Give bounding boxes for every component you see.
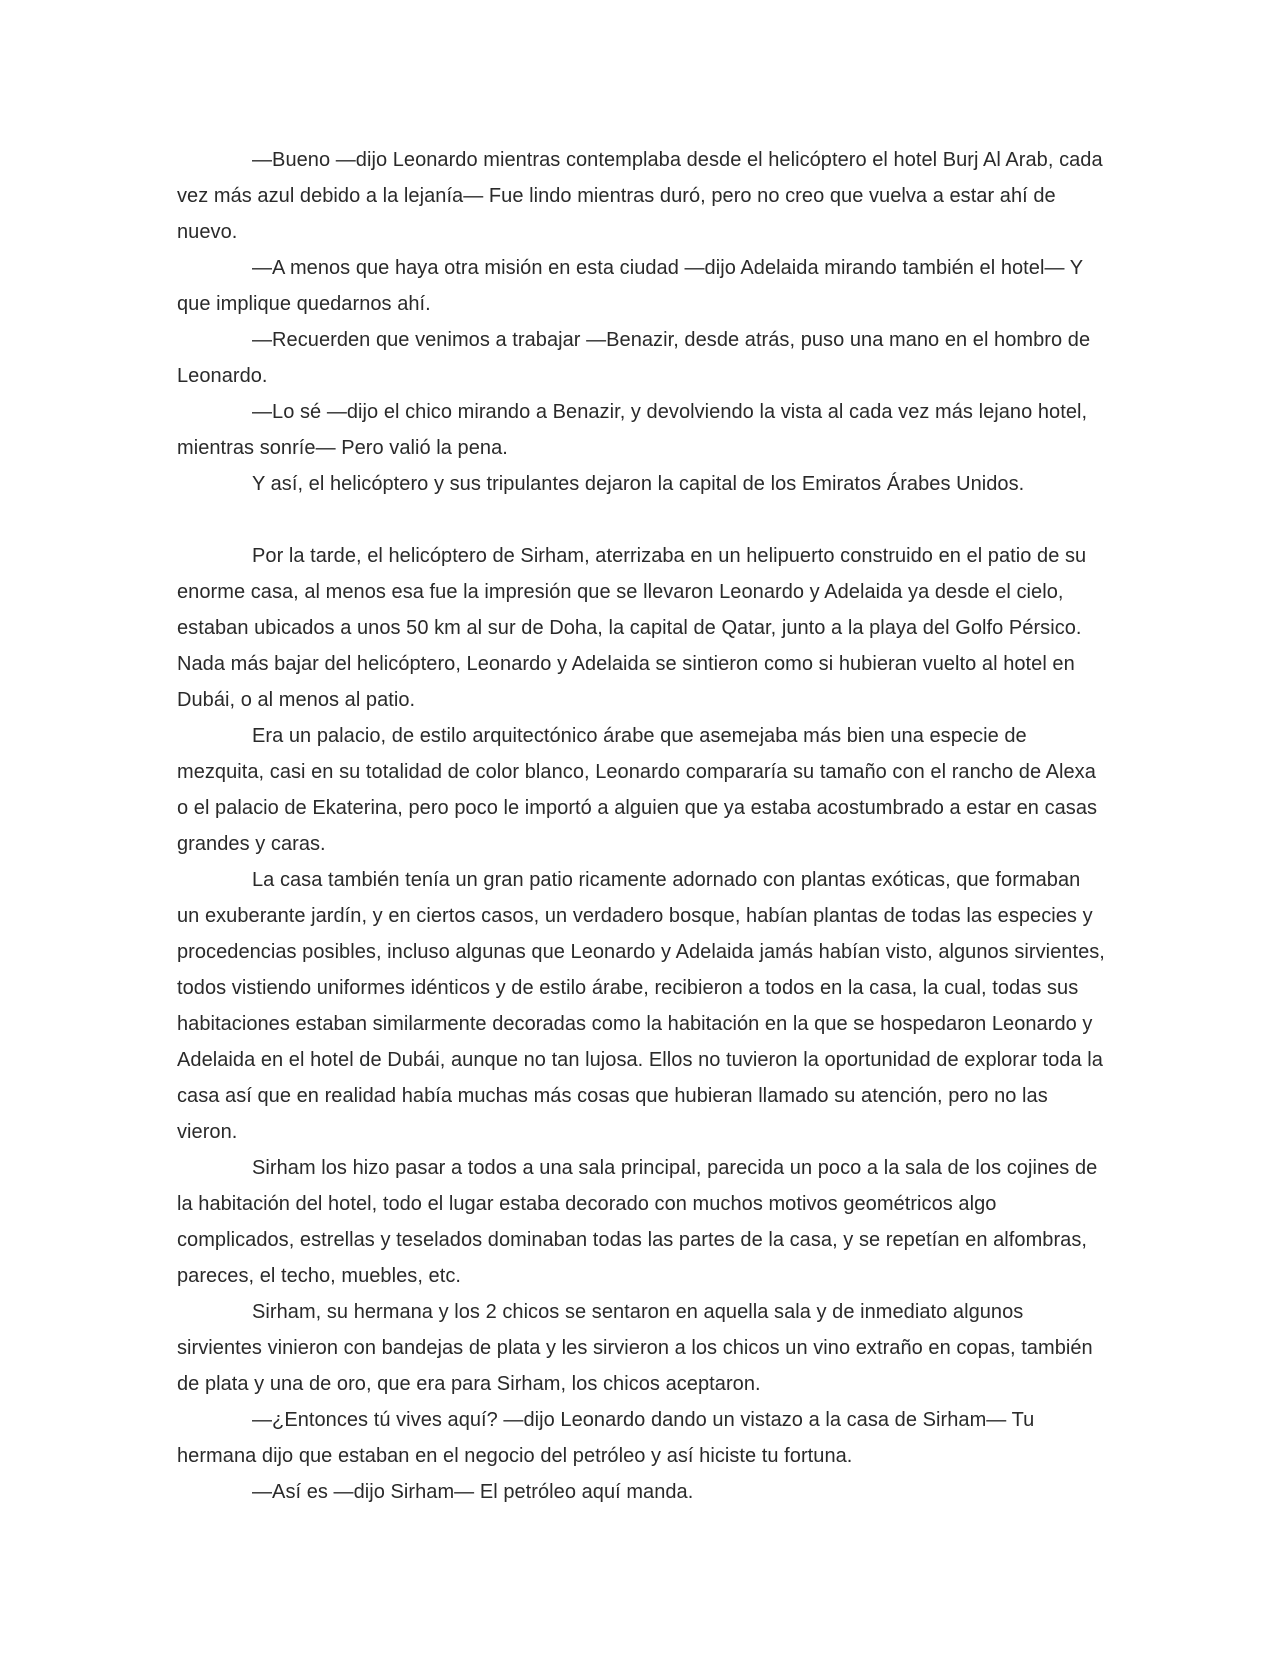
paragraph: —A menos que haya otra misión en esta ciudad —dijo Adelaida mirando también el hotel— Y que implique quedarnos ahí. (177, 257, 1083, 315)
paragraph: La casa también tenía un gran patio ricamente adornado con plantas exóticas, que formaban un exuberante jardín, y en ciertos casos, un verdadero bosque, habían plantas de todas las especies y procedencias posibles, incluso algunas que Leonardo y Adelaida jamás habían visto, algunos sirvientes, todos vistiendo uniformes idénticos y de estilo árabe, recibieron a todos en la casa, la cual, todas sus habitaciones estaban similarmente decoradas como la habitación en la que se hospedaron Leonardo y Adelaida en el hotel de Dubái, aunque no tan lujosa. Ellos no tuvieron la oportunidad de explorar toda la casa así que en realidad había muchas más cosas que hubieran llamado su atención, pero no las vieron. (177, 869, 1105, 1143)
paragraph: Sirham los hizo pasar a todos a una sala principal, parecida un poco a la sala de los cojines de la habitación del hotel, todo el lugar estaba decorado con muchos motivos geométricos algo complicados, estrellas y teselados dominaban todas las partes de la casa, y se repetían en alfombras, pareces, el techo, muebles, etc. (177, 1157, 1098, 1287)
document-page (177, 142, 1107, 1510)
paragraph: Y así, el helicóptero y sus tripulantes dejaron la capital de los Emiratos Árabes Unidos. (252, 473, 1025, 495)
paragraph: —Recuerden que venimos a trabajar —Benazir, desde atrás, puso una mano en el hombro de Leonardo. (177, 329, 1091, 387)
section-break (177, 502, 1107, 538)
paragraph: —¿Entonces tú vives aquí? —dijo Leonardo dando un vistazo a la casa de Sirham— Tu hermana dijo que estaban en el negocio del petróleo y así hiciste tu fortuna. (177, 1409, 1035, 1467)
paragraph: —Lo sé —dijo el chico mirando a Benazir, y devolviendo la vista al cada vez más lejano hotel, mientras sonríe— Pero valió la pena. (177, 401, 1088, 459)
paragraph: —Así es —dijo Sirham— El petróleo aquí manda. (252, 1481, 694, 1503)
paragraph: Sirham, su hermana y los 2 chicos se sentaron en aquella sala y de inmediato algunos sirvientes vinieron con bandejas de plata y les sirvieron a los chicos un vino extraño en copas, también de plata y una de oro, que era para Sirham, los chicos aceptaron. (177, 1301, 1093, 1395)
paragraph: Era un palacio, de estilo arquitectónico árabe que asemejaba más bien una especie de mezquita, casi en su totalidad de color blanco, Leonardo compararía su tamaño con el rancho de Alexa o el palacio de Ekaterina, pero poco le importó a alguien que ya estaba acostumbrado a estar en casas grandes y caras. (177, 725, 1098, 855)
paragraph: Por la tarde, el helicóptero de Sirham, aterrizaba en un helipuerto construido en el patio de su enorme casa, al menos esa fue la impresión que se llevaron Leonardo y Adelaida ya desde el cielo, estaban ubicados a unos 50 km al sur de Doha, la capital de Qatar, junto a la playa del Golfo Pérsico. Nada más bajar del helicóptero, Leonardo y Adelaida se sintieron como si hubieran vuelto al hotel en Dubái, o al menos al patio. (177, 545, 1087, 711)
paragraph: —Bueno —dijo Leonardo mientras contemplaba desde el helicóptero el hotel Burj Al Arab, cada vez más azul debido a la lejanía— Fue lindo mientras duró, pero no creo que vuelva a estar ahí de nuevo. (177, 149, 1103, 243)
